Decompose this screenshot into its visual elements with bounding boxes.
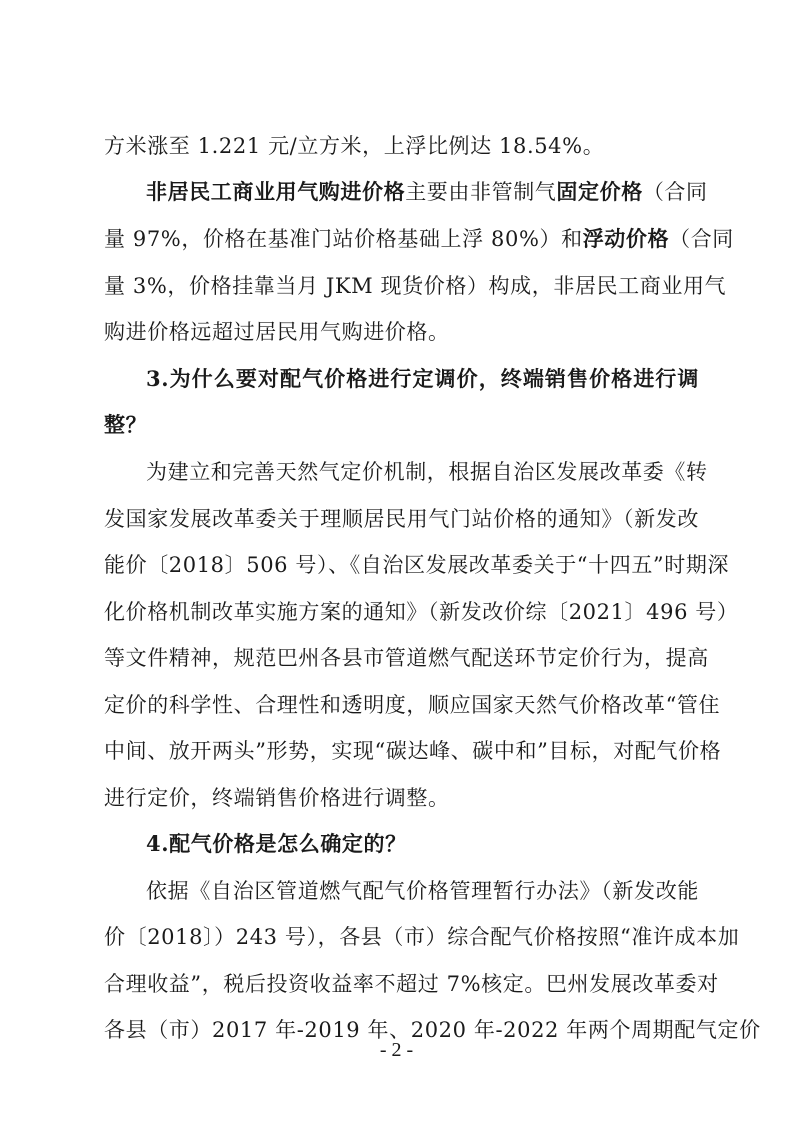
- text-line: [104, 690, 721, 720]
- bold-text: 整？: [104, 412, 148, 437]
- bold-text: 固定价格: [556, 179, 643, 204]
- text-run: 进行定价，终端销售价格进行调整。: [104, 786, 450, 810]
- text-run: 发国家发展改革委关于理顺居民用气门站价格的通知》（新发改: [104, 507, 699, 531]
- text-run: 价〔2018〕）243 号），各县（市）综合配气价格按照“准许成本加: [104, 925, 740, 949]
- text-run: （合同: [669, 227, 734, 251]
- bold-text: 浮动价格: [582, 226, 670, 251]
- bold-text: 3.为什么要对配气价格进行定调价，终端销售价格进行调: [146, 366, 699, 391]
- text-run: 等文件精神，规范巴州各县市管道燃气配送环节定价行为，提高: [104, 646, 709, 670]
- text-run: 量 3%，价格挂靠当月 JKM 现货价格）构成，非居民工商业用气: [104, 274, 727, 298]
- text-line: [104, 969, 719, 999]
- text-line: [104, 643, 709, 673]
- text-line: [104, 783, 699, 813]
- text-run: 方米涨至 1.221 元/立方米，上浮比例达 18.54%。: [104, 134, 605, 158]
- text-run: 购进价格远超过居民用气购进价格。: [104, 320, 450, 344]
- text-run: 依据《自治区管道燃气配气价格管理暂行办法》（新发改能: [146, 879, 699, 903]
- text-line: [104, 504, 699, 534]
- bold-text: 非居民工商业用气购进价格: [146, 179, 406, 204]
- text-line: [146, 177, 708, 207]
- text-run: 能价〔2018〕506 号）、《自治区发展改革委关于“十四五”时期深: [104, 553, 730, 577]
- text-line: [104, 550, 730, 580]
- text-run: （合同: [642, 180, 708, 204]
- text-run: 化价格机制改革实施方案的通知》（新发改价综〔2021〕496 号）: [104, 600, 739, 624]
- text-line: [146, 457, 708, 487]
- text-run: 量 97%，价格在基准门站价格基础上浮 80%）和: [104, 227, 583, 251]
- section-heading: [146, 364, 699, 394]
- text-run: 为建立和完善天然气定价机制，根据自治区发展改革委《转: [146, 460, 708, 484]
- text-line: [104, 736, 722, 766]
- text-line: [104, 317, 699, 347]
- bold-text: 4.配气价格是怎么确定的？: [146, 831, 407, 856]
- text-run: 主要由非管制气: [405, 180, 557, 204]
- text-line: [104, 271, 727, 301]
- text-line: [146, 876, 699, 906]
- section-heading: [104, 410, 699, 440]
- text-line: [104, 131, 699, 161]
- text-run: 中间、放开两头”形势，实现“碳达峰、碳中和”目标，对配气价格: [104, 739, 722, 763]
- section-heading: [146, 829, 699, 859]
- text-line: [104, 597, 739, 627]
- text-line: [104, 922, 740, 952]
- page-number: - 2 -: [379, 1039, 414, 1061]
- text-run: 定价的科学性、合理性和透明度，顺应国家天然气价格改革“管住: [104, 693, 721, 717]
- text-line: [104, 224, 734, 254]
- text-run: 各县（市）2017 年-2019 年、2020 年-2022 年两个周期配气定价: [104, 1018, 761, 1042]
- text-run: 合理收益”，税后投资收益率不超过 7%核定。巴州发展改革委对: [104, 972, 719, 996]
